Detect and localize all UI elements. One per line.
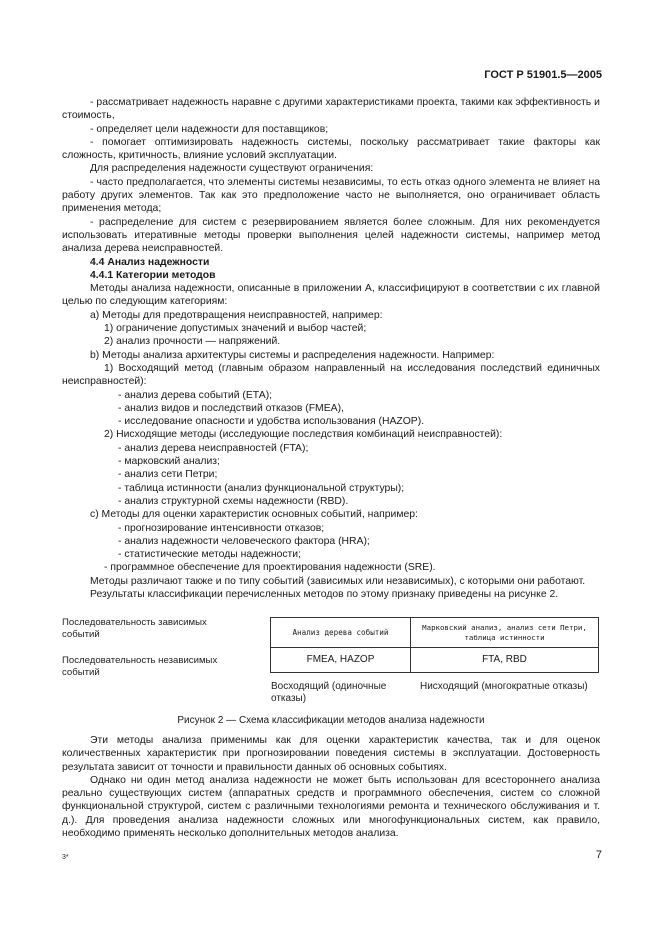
figure-caption: Рисунок 2 — Схема классификации методов анализа надежности [177, 715, 485, 726]
cell-fmea: FMEA, HAZOP [306, 654, 375, 666]
list-item: - анализ надежности человеческого фактора (HRA); [118, 535, 370, 547]
column-label-top-down: Нисходящий (многократные отказы) [420, 681, 588, 692]
cell-fta: FTA, RBD [482, 654, 527, 666]
list-item: - анализ сети Петри; [118, 469, 218, 481]
list-item: - марковский анализ; [118, 456, 220, 468]
body-text [62, 96, 600, 601]
paragraph: Методы анализа надежности, описанные в приложении А, классифицируют в соответствии с их главной целью по следующим категориям: [62, 283, 600, 308]
paragraph: Методы различают также и по типу событий (зависимых или независимых), с которыми они работают. [90, 575, 586, 587]
list-item: 1) ограничение допустимых значений и выбор частей; [104, 323, 367, 335]
cell-eta: Анализ дерева событий [292, 627, 389, 637]
paragraph: - рассматривает надежность наравне с другими характеристиками проекта, такими как эффективность и стоимость, [62, 97, 600, 122]
paragraph: - помогает оптимизировать надежность системы, поскольку рассматривает такие факторы как сложность, критичность, влияние условий эксплуатации. [62, 136, 600, 162]
subsection-heading: 4.4.1 Категории методов [90, 269, 216, 281]
paragraph: Эти методы анализа применимы как для оценки характеристик качества, так и для оценок количественных характеристик при прогнозировании поведения системы в эксплуатации. Достоверность результата зависит от точности и правильности данных об основных событиях. [62, 735, 600, 773]
list-item: b) Методы анализа архитектуры системы и распределения надежности. Например: [90, 349, 495, 361]
row-label-independent: Последовательность независимых событий [62, 655, 218, 678]
column-label-bottom-up: Восходящий (одиночные отказы) [271, 681, 387, 704]
paragraph: - определяет цели надежности для поставщиков; [90, 123, 329, 135]
list-item: а) Методы для предотвращения неисправностей, например: [90, 309, 383, 321]
paragraph: Однако ни один метод анализа надежности не может быть использован для всестороннего анализа реально существующих систем (аппаратных средств и программного обеспечения, систем со сложной функциональной структурой, систем с различными технологиями ремонта и технического обслуживания и т. д.). Для проведения анализа надежности сложных или многофункциональных систем, как правило, необходимо применять несколько дополнительных методов анализа. [62, 774, 600, 840]
paragraph: Результаты классификации перечисленных методов по этому признаку приведены на рисунке 2. [90, 588, 559, 600]
list-item: 2) анализ прочности — напряжений. [104, 336, 281, 348]
row-label-dependent: Последовательность зависимых событий [62, 617, 207, 640]
cell-markov: Марковский анализ, анализ сети Петри, таблица истинности [422, 622, 587, 642]
list-item: 2) Нисходящие методы (исследующие последствия комбинаций неисправностей): [104, 429, 503, 441]
list-item: 1) Восходящий метод (главным образом направленный на исследования последствий единичных неисправностей): [62, 362, 600, 388]
paragraph: Для распределения надежности существуют ограничения: [90, 163, 374, 175]
list-item: - исследование опасности и удобства использования (HAZOP). [118, 416, 425, 428]
document-header: ГОСТ Р 51901.5—2005 [484, 69, 602, 81]
list-item: - программное обеспечение для проектирования надежности (SRE). [104, 562, 436, 574]
paragraph: - распределение для систем с резервированием является более сложным. Для них рекомендуется использовать итеративные методы проверки выполнения целей надежности системы, например метод анализа дерева неисправностей. [62, 216, 600, 255]
classification-table [270, 617, 599, 673]
list-item: - анализ дерева неисправностей (FTA); [118, 442, 309, 454]
paragraph: - часто предполагается, что элементы системы независимы, то есть отказ одного элемента не влияет на работу других элементов. Так как это предположение часто не выполняется, оно ограничивает область применения метода; [62, 176, 600, 215]
list-item: с) Методы для оценки характеристик основных событий, например: [90, 509, 418, 521]
list-item: - таблица истинности (анализ функциональной структуры); [118, 482, 405, 494]
list-item: - статистические методы надежности; [118, 549, 302, 561]
footer-mark: 3* [62, 854, 69, 861]
list-item: - анализ дерева событий (ЕТА); [118, 389, 273, 401]
list-item: - прогнозирование интенсивности отказов; [118, 522, 325, 534]
list-item: - анализ видов и последствий отказов (FMEA), [118, 402, 344, 414]
page-number: 7 [595, 849, 602, 861]
section-heading: 4.4 Анализ надежности [90, 256, 210, 268]
list-item: - анализ структурной схемы надежности (RBD). [118, 495, 349, 507]
body-text-bottom [62, 734, 600, 840]
